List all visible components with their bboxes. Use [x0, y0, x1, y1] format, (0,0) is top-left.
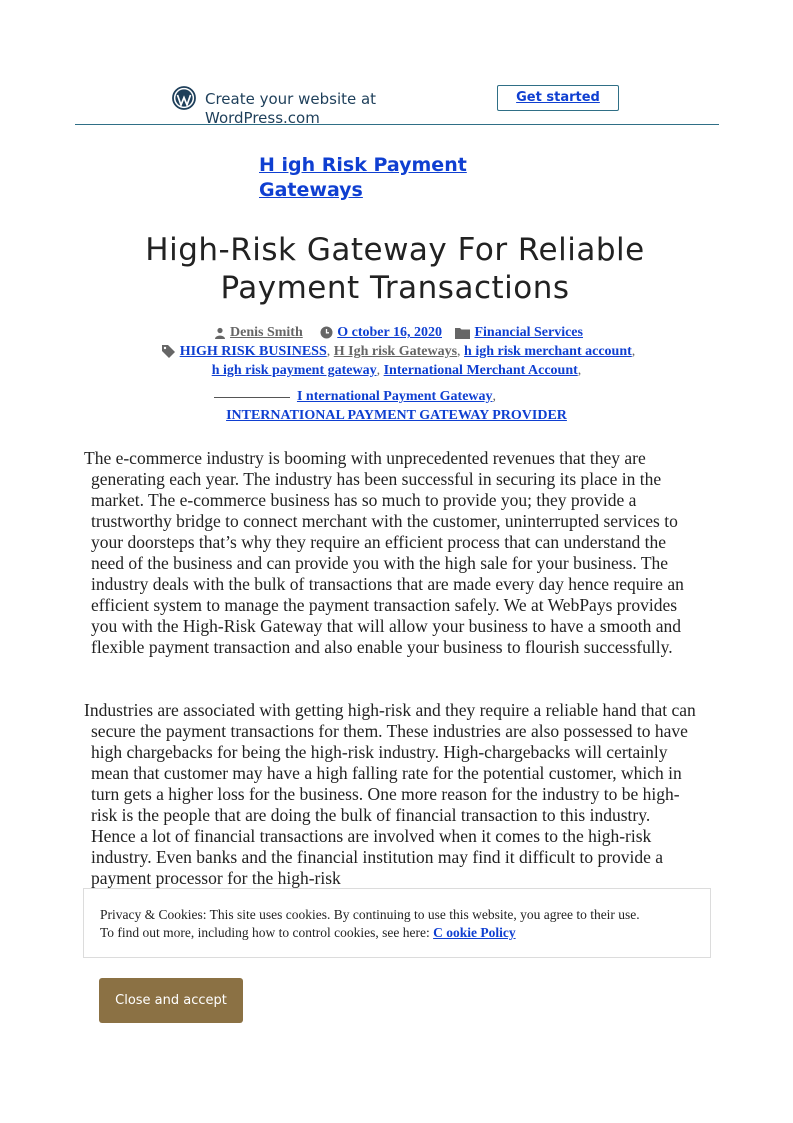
- post-title: High-Risk Gateway For Reliable Payment Transactions: [145, 232, 645, 306]
- site-title-link[interactable]: H igh Risk Payment Gateways: [259, 154, 467, 201]
- get-started-button[interactable]: Get started: [497, 85, 619, 111]
- tag-high-risk-business[interactable]: HIGH RISK BUSINESS: [179, 344, 327, 359]
- paragraph-text: The e-commerce industry is booming with unprecedented revenues that they are generating each year. The industry has been successful in securing its place in the market. The e-commerce business has so much to provide you; they provide a trustworthy bridge to connect merchant with the customer, uninterrupted services to your doorsteps that’s why they require an efficient process that can understand the need of the business and can provide you with the high sale for your business. The industry deals with the bulk of transactions that are made every day hence require an efficient system to manage the payment transaction safely. We at WebPays provides you with the High-Risk Gateway that will allow your business to have a smooth and flexible payment transaction and also enable your business to flourish successfully.: [84, 448, 684, 657]
- tags-line-4: [80, 406, 713, 425]
- tag-international-merchant-account[interactable]: International Merchant Account: [383, 363, 578, 378]
- wordpress-logo-icon[interactable]: [172, 86, 196, 110]
- tags-line-3: I nternational Payment Gateway,: [296, 389, 497, 404]
- wordpress-promo-text[interactable]: Create your website at WordPress.com: [205, 90, 377, 127]
- tag-high-risk-payment-gateway[interactable]: h igh risk payment gateway: [211, 363, 377, 378]
- tag-international-payment-gateway[interactable]: I nternational Payment Gateway: [296, 389, 493, 404]
- cookie-banner: [83, 888, 711, 958]
- article-paragraph-1: [84, 448, 696, 658]
- cookie-policy-link[interactable]: C ookie Policy: [433, 925, 516, 940]
- author-link[interactable]: Denis Smith: [230, 325, 303, 340]
- wordpress-promo-bar: [75, 82, 719, 125]
- tag-icon: [162, 345, 176, 358]
- close-and-accept-button[interactable]: Close and accept: [99, 978, 243, 1023]
- cookie-text-line-1: Privacy & Cookies: This site uses cookies. By continuing to use this website, you agree to their use.: [100, 907, 640, 922]
- article-paragraph-2: [84, 700, 696, 889]
- tag-international-payment-gateway-provider[interactable]: INTERNATIONAL PAYMENT GATEWAY PROVIDER: [226, 408, 567, 423]
- tag-high-risk-gateways[interactable]: H Igh risk Gateways: [333, 344, 458, 359]
- clock-icon: [320, 326, 333, 339]
- tags-line-2: h igh risk payment gateway, International Merchant Account,: [211, 363, 582, 378]
- tag-high-risk-merchant-account[interactable]: h igh risk merchant account: [464, 344, 632, 359]
- cookie-text: To find out more, including how to control cookies, see here:: [100, 925, 430, 940]
- post-date-link[interactable]: O ctober 16, 2020: [337, 325, 442, 340]
- tags-line-1: HIGH RISK BUSINESS, H Igh risk Gateways, h igh risk merchant account,: [80, 342, 713, 361]
- post-meta: [80, 323, 713, 342]
- folder-icon: [455, 327, 470, 339]
- cookie-text-line-2: [100, 924, 694, 942]
- person-icon: [214, 327, 226, 339]
- paragraph-text: Industries are associated with getting high-risk and they require a reliable hand that can secure the payment transactions for them. These industries are also possessed to have high chargebacks for being the high-risk industry. High-chargebacks will certainly mean that customer may have a high falling rate for the potential customer, which in turn gets a higher loss for the business. One more reason for the industry to be high-risk is the people that are doing the bulk of financial transaction to this industry. Hence a lot of financial transactions are involved when it comes to the high-risk industry. Even banks and the financial institution may find it difficult to provide a payment processor for the high-risk: [84, 700, 696, 888]
- category-link[interactable]: Financial Services: [474, 325, 583, 340]
